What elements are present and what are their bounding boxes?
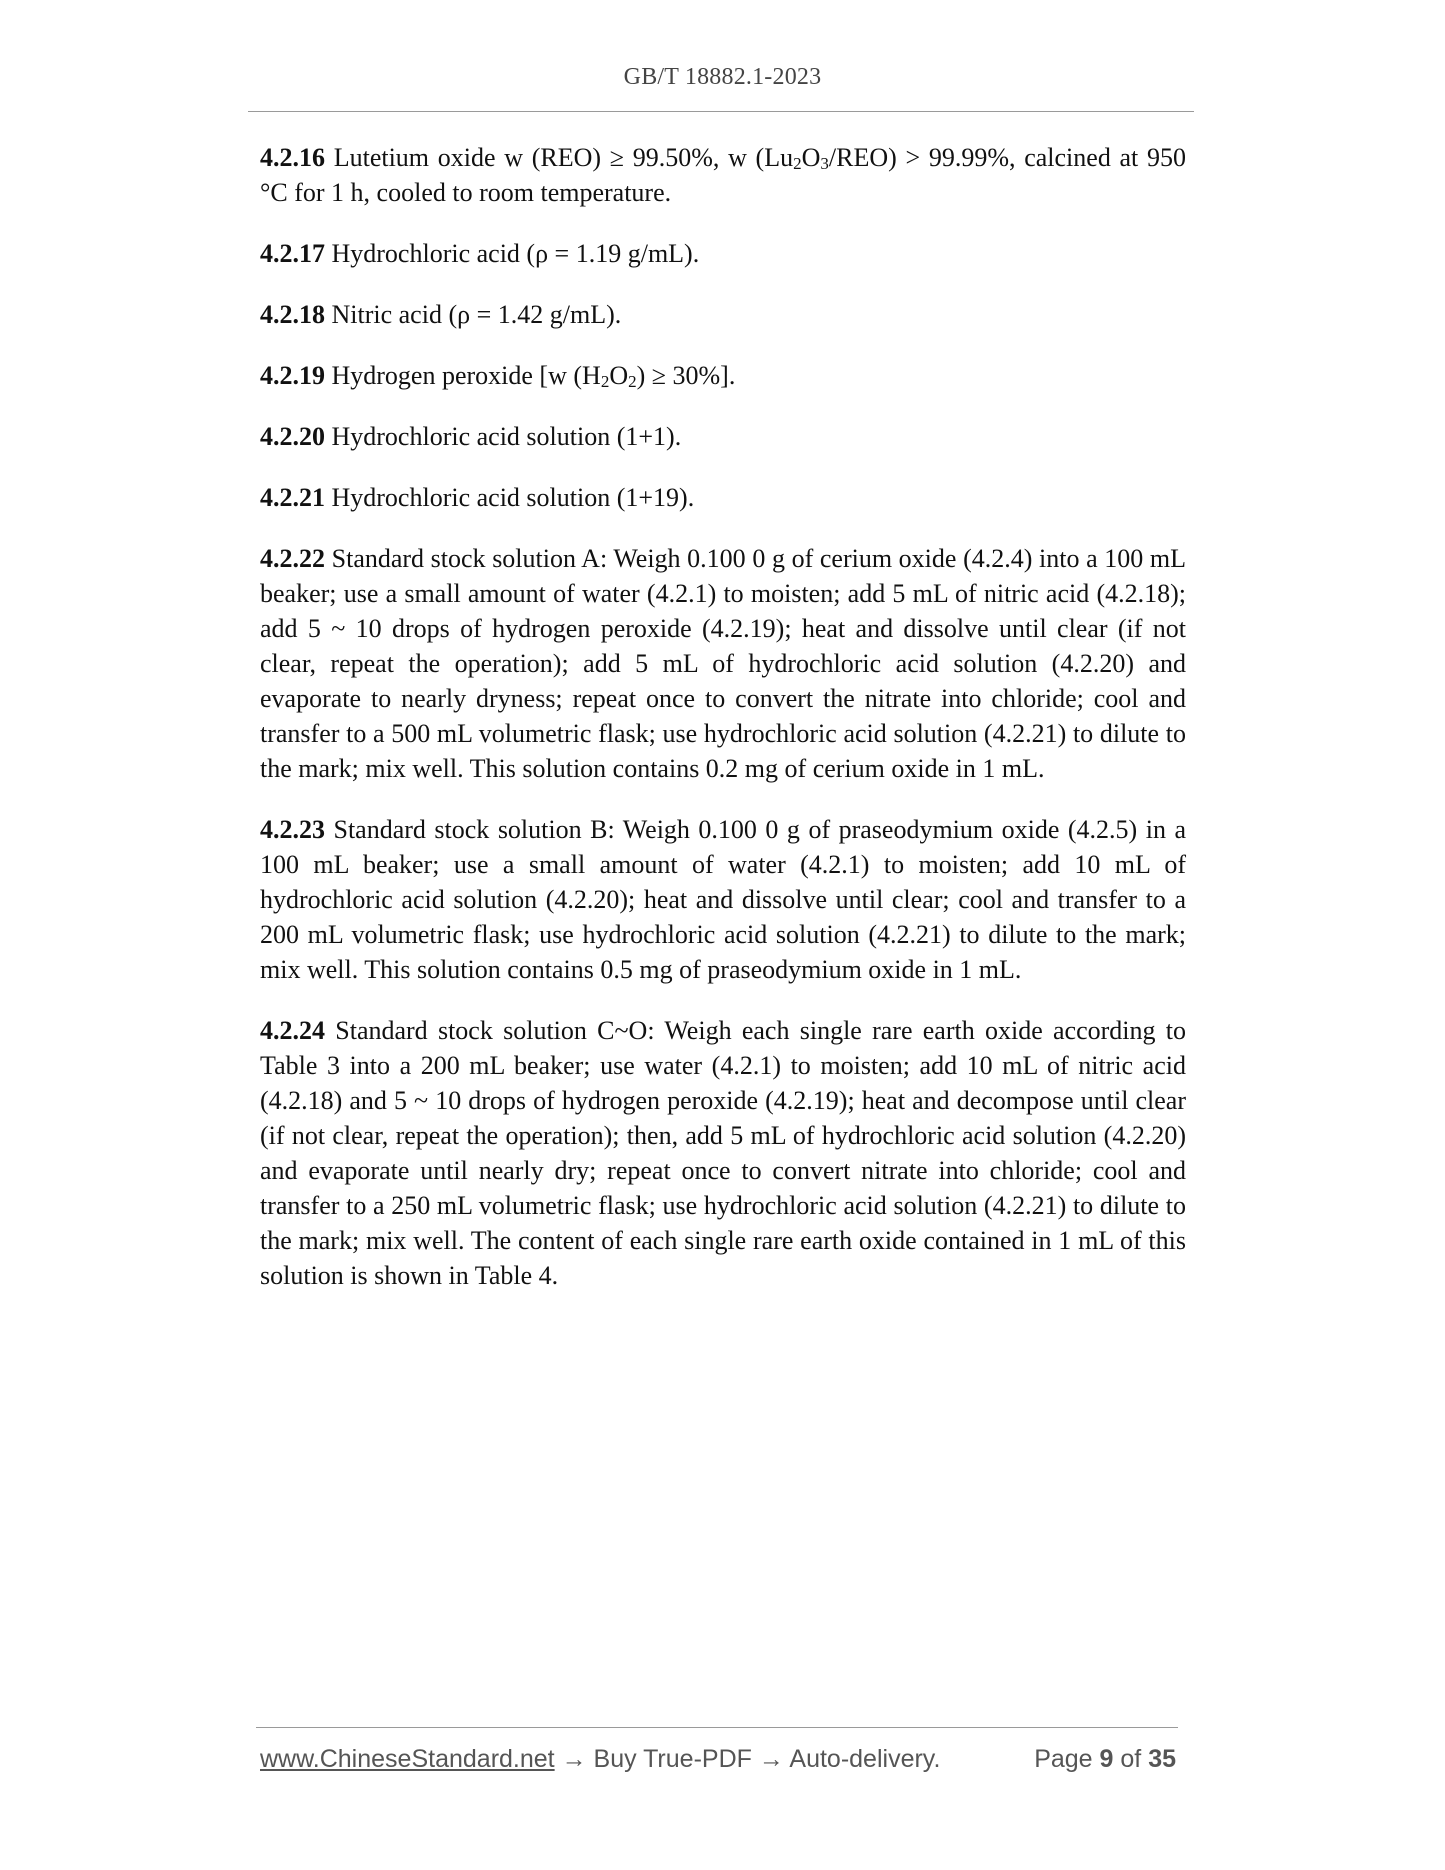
clause-4-2-16 bbox=[260, 140, 1186, 210]
footer-divider bbox=[256, 1727, 1178, 1728]
promo-text: → Buy True-PDF → Auto-delivery. bbox=[554, 1745, 941, 1773]
clause-text: Hydrochloric acid (ρ = 1.19 g/mL). bbox=[325, 239, 700, 268]
clause-text: Standard stock solution A: Weigh 0.100 0 g of cerium oxide (4.2.4) into a 100 mL beaker; use a small amount of water (4.2.1) to moisten; add 5 mL of nitric acid (4.2.18); add 5 ~ 10 drops of hydrogen peroxide (4.2.19); heat and dissolve until clear (if not clear, repeat the operation); add 5 mL of hydrochloric acid solution (4.2.20) and evaporate to nearly dryness; repeat once to convert the nitrate into chloride; cool and transfer to a 500 mL volumetric flask; use hydrochloric acid solution (4.2.21) to dilute to the mark; mix well. This solution contains 0.2 mg of cerium oxide in 1 mL. bbox=[260, 544, 1186, 783]
clause-4-2-18 bbox=[260, 297, 1186, 332]
clause-number: 4.2.23 bbox=[260, 815, 325, 844]
clause-text: Hydrochloric acid solution (1+1). bbox=[325, 422, 682, 451]
clause-text: Hydrochloric acid solution (1+19). bbox=[325, 483, 695, 512]
subscript: 3 bbox=[820, 154, 829, 173]
clause-text: Hydrogen peroxide [w (H bbox=[325, 361, 601, 390]
clause-4-2-21 bbox=[260, 480, 1186, 515]
clause-text: Standard stock solution C~O: Weigh each single rare earth oxide according to Table 3 into a 200 mL beaker; use water (4.2.1) to moisten; add 10 mL of nitric acid (4.2.18) and 5 ~ 10 drops of hydrogen peroxide (4.2.19); heat and decompose until clear (if not clear, repeat the operation); then, add 5 mL of hydrochloric acid solution (4.2.20) and evaporate until nearly dry; repeat once to convert nitrate into chloride; cool and transfer to a 250 mL volumetric flask; use hydrochloric acid solution (4.2.21) to dilute to the mark; mix well. The content of each single rare earth oxide contained in 1 mL of this solution is shown in Table 4. bbox=[260, 1016, 1186, 1290]
of-label: of bbox=[1113, 1745, 1149, 1773]
clause-text: O bbox=[801, 143, 821, 172]
clause-4-2-17 bbox=[260, 236, 1186, 271]
current-page-number: 9 bbox=[1099, 1745, 1114, 1773]
total-pages: 35 bbox=[1148, 1745, 1176, 1773]
subscript: 2 bbox=[628, 372, 637, 391]
clause-text: ) ≥ 30%]. bbox=[636, 361, 736, 390]
clause-4-2-23 bbox=[260, 812, 1186, 987]
page-footer bbox=[260, 1742, 1176, 1776]
clause-4-2-20 bbox=[260, 419, 1186, 454]
clause-number: 4.2.16 bbox=[260, 143, 325, 172]
page-header bbox=[0, 64, 1445, 91]
clause-4-2-24 bbox=[260, 1013, 1186, 1293]
clause-text: O bbox=[609, 361, 629, 390]
header-divider bbox=[248, 111, 1194, 112]
page-label: Page bbox=[1034, 1745, 1100, 1773]
clause-number: 4.2.17 bbox=[260, 239, 325, 268]
subscript: 2 bbox=[600, 372, 610, 391]
clause-text: Standard stock solution B: Weigh 0.100 0 g of praseodymium oxide (4.2.5) in a 100 mL beaker; use a small amount of water (4.2.1) to moisten; add 10 mL of hydrochloric acid solution (4.2.20); heat and dissolve until clear; cool and transfer to a 200 mL volumetric flask; use hydrochloric acid solution (4.2.21) to dilute to the mark; mix well. This solution contains 0.5 mg of praseodymium oxide in 1 mL. bbox=[260, 815, 1186, 984]
site-link[interactable]: www.ChineseStandard.net bbox=[260, 1745, 555, 1773]
clause-number: 4.2.22 bbox=[260, 544, 325, 573]
clause-text: /REO) > 99.99%, calcined at 950 °C for 1 h, cooled to room temperature. bbox=[260, 143, 1186, 207]
clause-4-2-19 bbox=[260, 358, 1186, 393]
clause-text: Lutetium oxide w (REO) ≥ 99.50%, w (Lu bbox=[325, 143, 794, 172]
clause-text: Nitric acid (ρ = 1.42 g/mL). bbox=[325, 300, 622, 329]
clause-number: 4.2.18 bbox=[260, 300, 325, 329]
page-indicator bbox=[1034, 1742, 1176, 1776]
standard-code: GB/T 18882.1-2023 bbox=[623, 64, 822, 90]
clause-number: 4.2.24 bbox=[260, 1016, 325, 1045]
clause-number: 4.2.20 bbox=[260, 422, 325, 451]
subscript: 2 bbox=[793, 154, 802, 173]
clause-4-2-22 bbox=[260, 541, 1186, 786]
clause-number: 4.2.21 bbox=[260, 483, 325, 512]
page-body bbox=[260, 140, 1186, 1319]
clause-number: 4.2.19 bbox=[260, 361, 325, 390]
